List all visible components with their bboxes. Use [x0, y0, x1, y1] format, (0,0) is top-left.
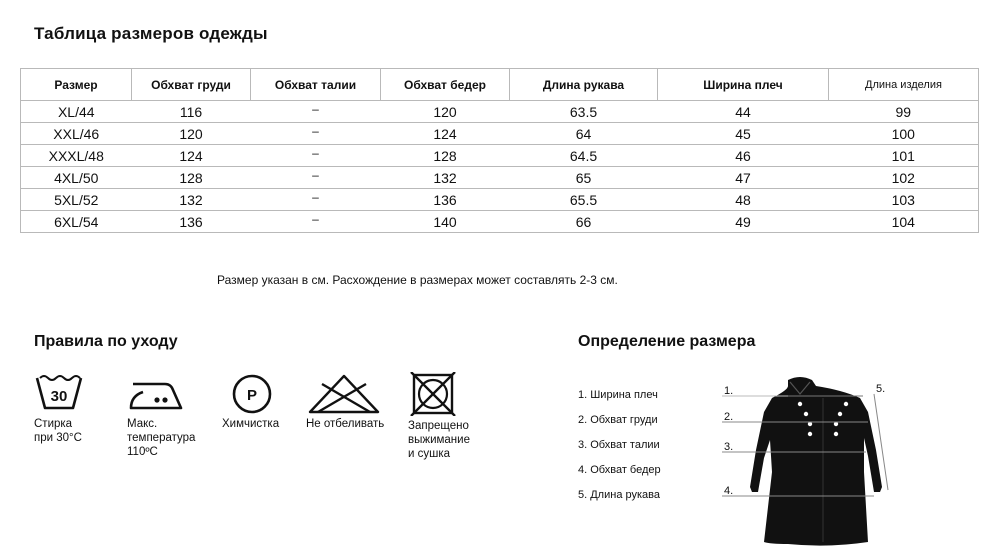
- table-cell: 65.5: [510, 189, 658, 211]
- table-cell: –: [251, 167, 381, 189]
- measurement-item: 3. Обхват талии: [578, 439, 660, 451]
- care-label-line: и сушка: [408, 448, 451, 460]
- table-cell: 49: [658, 211, 829, 233]
- measurement-item: 4. Обхват бедер: [578, 464, 661, 476]
- column-header: Обхват груди: [132, 69, 251, 101]
- table-cell: 128: [132, 167, 251, 189]
- table-cell: 6XL/54: [21, 211, 132, 233]
- care-item-dry-clean: [222, 372, 279, 431]
- care-label-line: 110ºC: [127, 446, 158, 458]
- table-cell: 4XL/50: [21, 167, 132, 189]
- table-cell: 103: [829, 189, 979, 211]
- table-cell: 120: [132, 123, 251, 145]
- table-cell: 47: [658, 167, 829, 189]
- care-title: Правила по уходу: [34, 333, 178, 350]
- wash-30-icon: [34, 372, 84, 412]
- table-cell: 65: [510, 167, 658, 189]
- dry-clean-icon: [232, 372, 278, 416]
- care-label-line: температура: [127, 432, 196, 444]
- table-cell: 48: [658, 189, 829, 211]
- table-cell: 5XL/52: [21, 189, 132, 211]
- table-cell: –: [251, 101, 381, 123]
- care-label: [306, 417, 384, 431]
- measurement-item: 5. Длина рукава: [578, 489, 660, 501]
- marker-5: 5.: [876, 383, 886, 395]
- page-title: Таблица размеров одежды: [34, 24, 268, 43]
- care-label-line: Стирка: [34, 418, 73, 430]
- table-cell: 124: [132, 145, 251, 167]
- marker-4: 4.: [724, 485, 734, 497]
- care-label: [222, 417, 279, 431]
- measurement-list: [578, 388, 661, 513]
- care-label-line: выжимание: [408, 434, 470, 446]
- table-cell: 100: [829, 123, 979, 145]
- size-note: Размер указан в см. Расхождение в размерах может составлять 2-3 см.: [217, 273, 618, 287]
- table-cell: 120: [381, 101, 510, 123]
- table-row: [21, 123, 979, 145]
- care-item-iron: [127, 372, 195, 459]
- care-label: [34, 417, 84, 445]
- column-header: Длина рукава: [510, 69, 658, 101]
- measurement-item: 1. Ширина плеч: [578, 389, 658, 401]
- column-header: Ширина плеч: [658, 69, 829, 101]
- measurement-item: 2. Обхват груди: [578, 414, 658, 426]
- care-label: [127, 417, 195, 459]
- table-cell: 140: [381, 211, 510, 233]
- column-header: Длина изделия: [829, 69, 979, 101]
- table-cell: 136: [132, 211, 251, 233]
- marker-3: 3.: [724, 441, 734, 453]
- sizing-title: Определение размера: [578, 333, 756, 350]
- table-cell: 124: [381, 123, 510, 145]
- table-cell: –: [251, 211, 381, 233]
- table-cell: 45: [658, 123, 829, 145]
- wash-temperature: 30: [50, 388, 68, 405]
- no-bleach-icon: [306, 372, 382, 416]
- marker-1: 1.: [724, 385, 734, 397]
- table-cell: 104: [829, 211, 979, 233]
- care-label-line: Не отбеливать: [306, 418, 385, 430]
- table-cell: –: [251, 123, 381, 145]
- no-tumble-dry-icon: [408, 372, 464, 416]
- table-row: [21, 167, 979, 189]
- dry-clean-letter: P: [246, 387, 258, 404]
- coat-diagram: [718, 372, 898, 547]
- table-cell: 64: [510, 123, 658, 145]
- table-cell: 136: [381, 189, 510, 211]
- table-cell: XXXL/48: [21, 145, 132, 167]
- table-cell: 132: [132, 189, 251, 211]
- column-header: Обхват талии: [251, 69, 381, 101]
- care-label-line: Макс.: [127, 418, 158, 430]
- table-cell: 99: [829, 101, 979, 123]
- size-table: [20, 68, 979, 233]
- table-cell: 128: [381, 145, 510, 167]
- table-cell: 102: [829, 167, 979, 189]
- table-cell: XXL/46: [21, 123, 132, 145]
- care-label: [408, 419, 470, 461]
- table-cell: XL/44: [21, 101, 132, 123]
- care-label-line: при 30°C: [34, 432, 82, 444]
- table-cell: 44: [658, 101, 829, 123]
- iron-icon: [127, 372, 187, 412]
- table-header-row: [21, 69, 979, 101]
- table-row: [21, 145, 979, 167]
- care-item-no-tumble-dry: [408, 372, 470, 461]
- table-cell: –: [251, 189, 381, 211]
- table-cell: 132: [381, 167, 510, 189]
- marker-2: 2.: [724, 411, 734, 423]
- care-item-wash: [34, 372, 84, 445]
- table-cell: 46: [658, 145, 829, 167]
- table-cell: 63.5: [510, 101, 658, 123]
- table-row: [21, 101, 979, 123]
- table-cell: 116: [132, 101, 251, 123]
- care-item-no-bleach: [306, 372, 384, 431]
- column-header: Обхват бедер: [381, 69, 510, 101]
- table-cell: –: [251, 145, 381, 167]
- table-row: [21, 189, 979, 211]
- table-row: [21, 211, 979, 233]
- table-cell: 101: [829, 145, 979, 167]
- column-header: Размер: [21, 69, 132, 101]
- table-cell: 66: [510, 211, 658, 233]
- care-label-line: Химчистка: [222, 418, 280, 430]
- coat-silhouette: [750, 377, 882, 546]
- care-label-line: Запрещено: [408, 420, 469, 432]
- table-cell: 64.5: [510, 145, 658, 167]
